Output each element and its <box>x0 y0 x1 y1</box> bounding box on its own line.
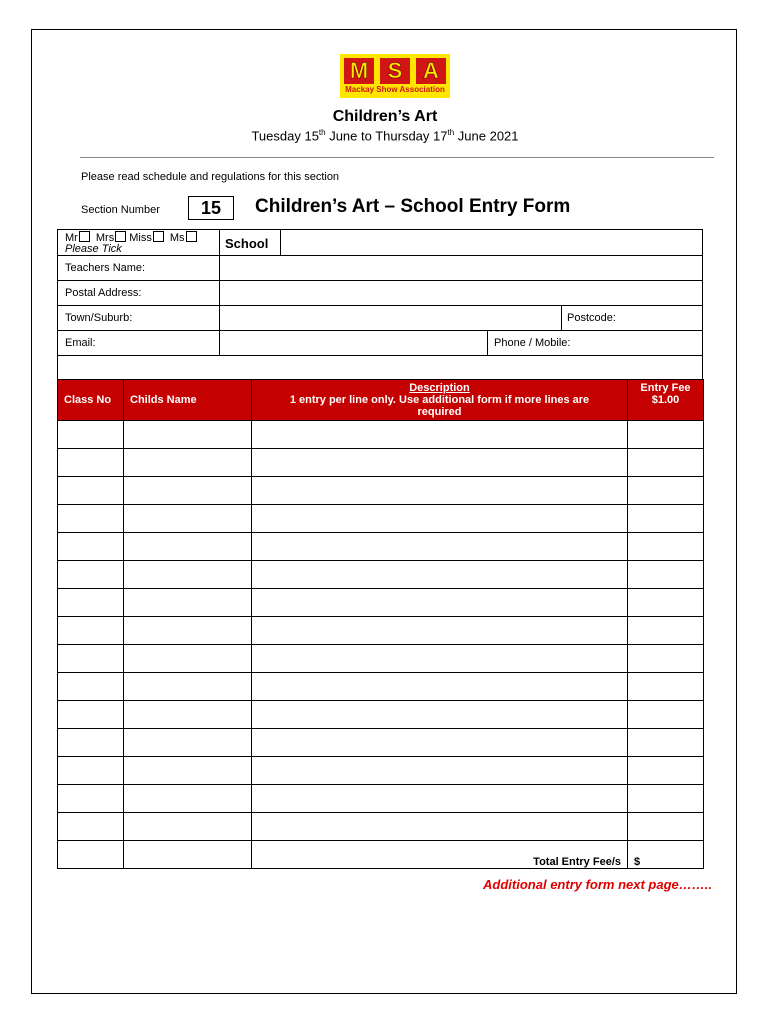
date-ordinal-1: th <box>318 128 326 137</box>
fee-cell[interactable] <box>628 645 704 673</box>
child-name-cell[interactable] <box>124 617 252 645</box>
child-name-cell[interactable] <box>124 561 252 589</box>
title-ms-label: Ms <box>169 232 185 244</box>
child-name-cell[interactable] <box>124 785 252 813</box>
title-miss-label: Miss <box>129 232 152 244</box>
fee-cell[interactable] <box>628 477 704 505</box>
title-mrs-label: Mrs <box>95 232 115 244</box>
child-name-cell[interactable] <box>124 449 252 477</box>
class-no-cell[interactable] <box>58 449 124 477</box>
class-no-cell[interactable] <box>58 673 124 701</box>
description-cell[interactable] <box>252 617 628 645</box>
table-row <box>58 645 704 673</box>
table-row <box>58 533 704 561</box>
school-field[interactable] <box>281 231 701 254</box>
description-subtitle: 1 entry per line only. Use additional form if more lines are required <box>289 394 590 418</box>
title-miss-checkbox[interactable] <box>153 231 164 242</box>
table-row <box>58 785 704 813</box>
col-fee-header <box>628 380 704 421</box>
page-title: Children’s Art <box>332 108 438 125</box>
description-cell[interactable] <box>252 785 628 813</box>
class-no-cell[interactable] <box>58 813 124 841</box>
school-label: School <box>225 236 269 251</box>
child-name-cell[interactable] <box>124 841 252 869</box>
postal-address-label: Postal Address: <box>65 287 142 299</box>
table-row <box>58 477 704 505</box>
class-no-cell[interactable] <box>58 701 124 729</box>
child-name-cell[interactable] <box>124 505 252 533</box>
fee-cell[interactable] <box>628 813 704 841</box>
child-name-cell[interactable] <box>124 729 252 757</box>
fee-cell[interactable] <box>628 533 704 561</box>
additional-form-note: Additional entry form next page…….. <box>483 877 712 892</box>
description-cell[interactable] <box>252 449 628 477</box>
table-row <box>58 813 704 841</box>
class-no-cell[interactable] <box>58 477 124 505</box>
total-value[interactable]: $ <box>628 841 704 869</box>
table-header-row <box>58 380 704 421</box>
description-cell[interactable] <box>252 673 628 701</box>
fee-cell[interactable] <box>628 729 704 757</box>
child-name-cell[interactable] <box>124 813 252 841</box>
entry-fee-amount: $1.00 <box>651 394 680 406</box>
teachers-name-field[interactable] <box>220 256 701 279</box>
total-label: Total Entry Fee/s <box>252 841 628 869</box>
class-no-cell[interactable] <box>58 645 124 673</box>
description-cell[interactable] <box>252 421 628 449</box>
description-cell[interactable] <box>252 729 628 757</box>
logo-subtitle: Mackay Show Association <box>345 85 445 94</box>
fee-cell[interactable] <box>628 421 704 449</box>
fee-cell[interactable] <box>628 561 704 589</box>
class-no-cell[interactable] <box>58 785 124 813</box>
postal-address-field[interactable] <box>220 281 701 304</box>
entries-table <box>57 379 704 869</box>
child-name-cell[interactable] <box>124 645 252 673</box>
child-name-cell[interactable] <box>124 589 252 617</box>
col-class-header <box>58 380 124 421</box>
col-name-text: Childs Name <box>130 394 197 406</box>
col-class-text: Class No <box>64 394 112 406</box>
table-row <box>58 673 704 701</box>
logo-letter-a: A <box>416 58 446 84</box>
table-row <box>58 421 704 449</box>
table-row <box>58 589 704 617</box>
title-mr-checkbox[interactable] <box>79 231 90 242</box>
description-cell[interactable] <box>252 813 628 841</box>
date-middle: June to Thursday 17 <box>325 128 448 144</box>
fee-cell[interactable] <box>628 785 704 813</box>
description-cell[interactable] <box>252 645 628 673</box>
table-row <box>58 617 704 645</box>
please-tick-label: Please Tick <box>65 243 122 255</box>
fee-cell[interactable] <box>628 673 704 701</box>
event-dates <box>0 128 770 143</box>
title-ms-checkbox[interactable] <box>186 231 197 242</box>
fee-cell[interactable] <box>628 617 704 645</box>
fee-cell[interactable] <box>628 757 704 785</box>
child-name-cell[interactable] <box>124 757 252 785</box>
class-no-cell[interactable] <box>58 561 124 589</box>
title-mrs-checkbox[interactable] <box>115 231 126 242</box>
child-name-cell[interactable] <box>124 533 252 561</box>
class-no-cell[interactable] <box>58 505 124 533</box>
child-name-cell[interactable] <box>124 477 252 505</box>
class-no-cell[interactable] <box>58 533 124 561</box>
date-ordinal-2: th <box>447 128 455 137</box>
title-mr-label: Mr <box>65 232 78 244</box>
class-no-cell[interactable] <box>58 421 124 449</box>
section-number-box: 15 <box>188 196 234 220</box>
child-name-cell[interactable] <box>124 421 252 449</box>
town-suburb-label: Town/Suburb: <box>65 312 133 324</box>
total-row <box>58 841 704 869</box>
regulations-note: Please read schedule and regulations for this section <box>81 171 340 183</box>
description-cell[interactable] <box>252 477 628 505</box>
fee-cell[interactable] <box>628 449 704 477</box>
table-row <box>58 701 704 729</box>
table-row <box>58 505 704 533</box>
date-suffix: June 2021 <box>454 128 519 144</box>
class-no-cell[interactable] <box>58 589 124 617</box>
fee-cell[interactable] <box>628 505 704 533</box>
child-name-cell[interactable] <box>124 701 252 729</box>
description-title: Description <box>409 382 470 394</box>
postcode-label: Postcode: <box>567 312 616 324</box>
description-cell[interactable] <box>252 505 628 533</box>
description-cell[interactable] <box>252 533 628 561</box>
section-number-label: Section Number <box>81 204 160 216</box>
class-no-cell[interactable] <box>58 617 124 645</box>
details-col-line <box>487 330 488 355</box>
entrant-details <box>57 229 703 380</box>
date-prefix: Tuesday 15 <box>251 128 319 144</box>
description-cell[interactable] <box>252 589 628 617</box>
description-cell[interactable] <box>252 701 628 729</box>
fee-cell[interactable] <box>628 589 704 617</box>
divider <box>80 157 714 158</box>
table-row <box>58 729 704 757</box>
phone-label: Phone / Mobile: <box>494 337 571 349</box>
class-no-cell[interactable] <box>58 757 124 785</box>
details-row-line <box>58 355 702 356</box>
form-title: Children’s Art – School Entry Form <box>255 196 571 217</box>
col-description-header <box>252 380 628 421</box>
email-field[interactable] <box>220 331 486 354</box>
class-no-cell[interactable] <box>58 841 124 869</box>
entry-fee-title: Entry Fee <box>640 382 691 394</box>
logo-letter-m: M <box>344 58 374 84</box>
email-label: Email: <box>65 337 96 349</box>
logo-letter-s: S <box>380 58 410 84</box>
class-no-cell[interactable] <box>58 729 124 757</box>
description-cell[interactable] <box>252 561 628 589</box>
col-name-header <box>124 380 252 421</box>
table-row <box>58 757 704 785</box>
table-row <box>58 449 704 477</box>
description-cell[interactable] <box>252 757 628 785</box>
fee-cell[interactable] <box>628 701 704 729</box>
teachers-name-label: Teachers Name: <box>65 262 146 274</box>
child-name-cell[interactable] <box>124 673 252 701</box>
details-col-line <box>561 305 562 330</box>
table-row <box>58 561 704 589</box>
msa-logo <box>340 54 450 98</box>
town-suburb-field[interactable] <box>220 306 560 329</box>
